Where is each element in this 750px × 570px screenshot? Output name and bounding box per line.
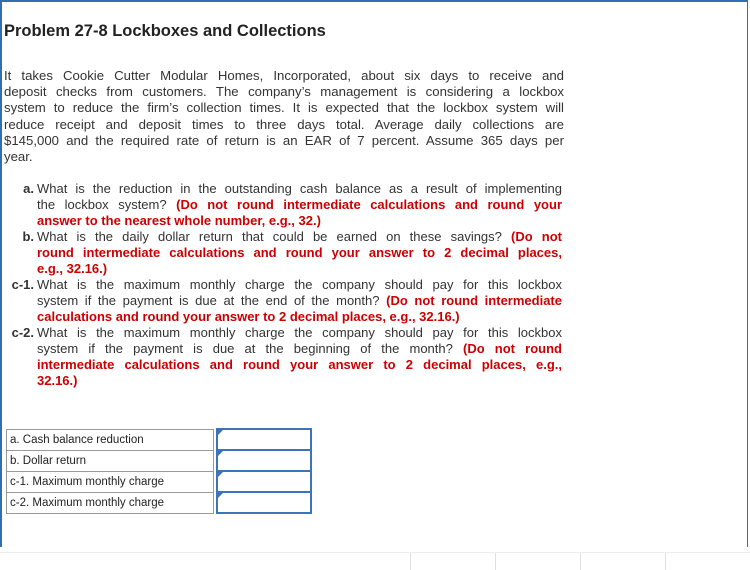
- answer-label: a. Cash balance reduction: [7, 429, 214, 450]
- answer-row-c1: [7, 471, 312, 492]
- question-note: 32.16.): [37, 373, 78, 388]
- question-label: a.: [23, 181, 34, 196]
- question-row: [37, 261, 562, 277]
- answer-cell[interactable]: [217, 429, 311, 450]
- question-row: [37, 277, 562, 293]
- question-note: answer to the nearest whole number, e.g., 32.): [37, 213, 321, 228]
- intro-line: system to reduce the firm’s collection times. It is expected that the lockbox system will: [4, 100, 564, 116]
- answer-table: [6, 428, 312, 514]
- question-row: [37, 293, 562, 309]
- footer-strip: [410, 553, 750, 570]
- question-c2: [4, 325, 562, 389]
- question-note: e.g., 32.16.): [37, 261, 108, 276]
- question-row: [37, 341, 562, 357]
- intro-line: $145,000 and the required rate of return is an EAR of 7 percent. Assume 365 days per: [4, 132, 564, 148]
- question-text: What is the maximum monthly charge the company should pay for this lockbox: [37, 277, 562, 292]
- question-row: [37, 213, 562, 229]
- problem-intro: [4, 68, 564, 165]
- answer-label: c-2. Maximum monthly charge: [7, 492, 214, 513]
- question-label: b.: [22, 229, 34, 244]
- answer-label: b. Dollar return: [7, 450, 214, 471]
- answer-row-b: [7, 450, 312, 471]
- question-note: (Do not: [511, 229, 562, 244]
- question-label: c-2.: [11, 325, 34, 340]
- question-text: What is the daily dollar return that could be earned on these savings?: [37, 229, 512, 244]
- intro-line: deposit checks from customers. The company’s management is considering a lockbox: [4, 84, 564, 100]
- question-text: What is the maximum monthly charge the company should pay for this lockbox: [37, 325, 562, 340]
- answer-label: c-1. Maximum monthly charge: [7, 471, 214, 492]
- question-row: [37, 229, 562, 245]
- question-note: intermediate calculations and round your answer to 2 decimal places, e.g.,: [37, 357, 562, 372]
- question-row: [37, 309, 562, 325]
- question-row: [37, 181, 562, 197]
- question-text: What is the reduction in the outstanding cash balance as a result of implementing: [37, 181, 562, 196]
- answer-row-a: [7, 429, 312, 450]
- question-note: calculations and round your answer to 2 decimal places, e.g., 32.16.): [37, 309, 460, 324]
- question-label: c-1.: [11, 277, 34, 292]
- question-note: round intermediate calculations and round your answer to 2 decimal places,: [37, 245, 562, 260]
- question-a: [4, 181, 562, 229]
- answer-cell[interactable]: [217, 450, 311, 471]
- question-text: system if the payment is due at the end of the month?: [37, 293, 387, 308]
- intro-line: It takes Cookie Cutter Modular Homes, Incorporated, about six days to receive and: [4, 68, 564, 83]
- question-row: [37, 373, 562, 389]
- question-b: [4, 229, 562, 277]
- question-row: [37, 357, 562, 373]
- intro-line: year.: [4, 149, 33, 165]
- question-list: [4, 181, 562, 389]
- answer-row-c2: [7, 492, 312, 513]
- question-text: system if the payment is due at the beginning of the month?: [37, 341, 463, 356]
- max-monthly-charge-end-input[interactable]: [218, 473, 310, 490]
- question-note: (Do not round: [463, 341, 562, 356]
- question-row: [37, 325, 562, 341]
- question-c1: [4, 277, 562, 325]
- dollar-return-input[interactable]: [218, 452, 310, 469]
- max-monthly-charge-beginning-input[interactable]: [218, 494, 310, 511]
- cash-balance-reduction-input[interactable]: [218, 431, 310, 448]
- question-row: [37, 197, 562, 213]
- question-text: the lockbox system?: [37, 197, 177, 212]
- question-note: (Do not round intermediate calculations and round your: [176, 197, 562, 212]
- answer-cell[interactable]: [217, 492, 311, 513]
- answer-cell[interactable]: [217, 471, 311, 492]
- question-row: [37, 245, 562, 261]
- problem-title: Problem 27-8 Lockboxes and Collections: [4, 22, 326, 40]
- question-note: (Do not round intermediate: [386, 293, 562, 308]
- intro-line: reduce receipt and deposit times to three days total. Average daily collections are: [4, 116, 564, 132]
